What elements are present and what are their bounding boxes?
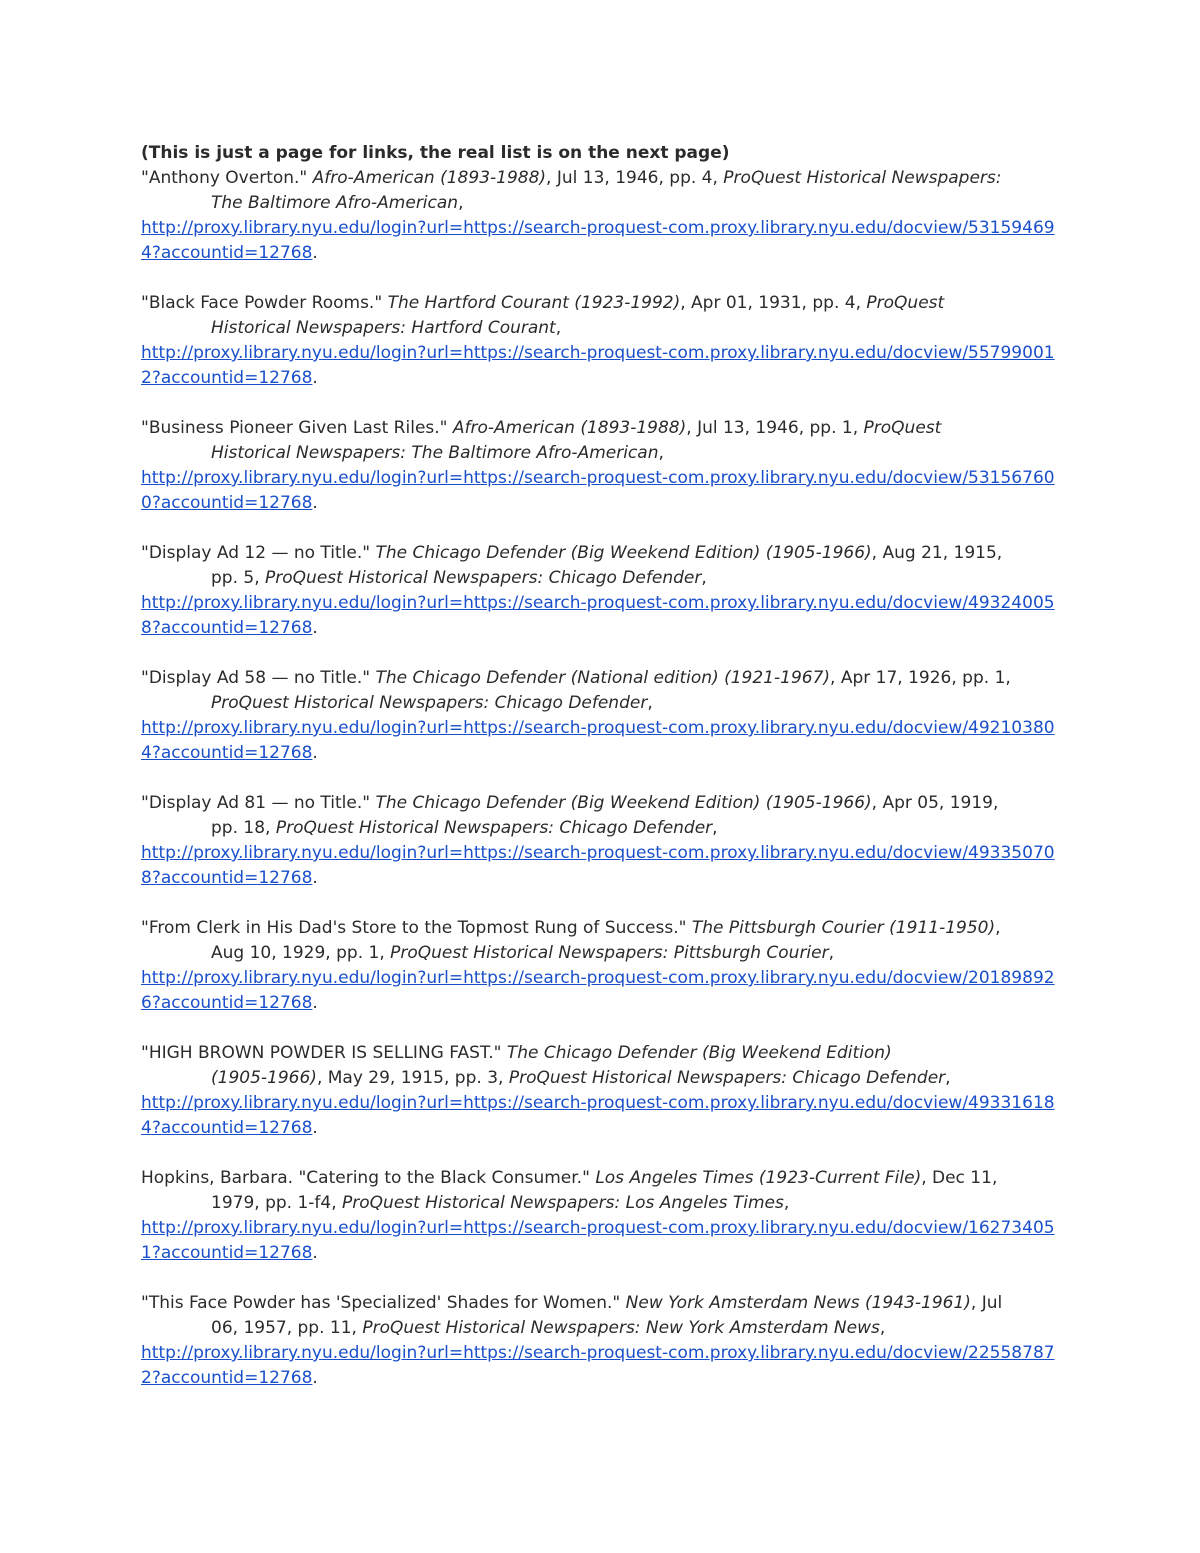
citation-entry xyxy=(141,291,1061,391)
citation-continuation xyxy=(141,566,1061,591)
citation-database: The Baltimore Afro-American xyxy=(211,193,459,213)
citation-first-line xyxy=(141,166,1061,191)
citation-database: ProQuest xyxy=(863,418,942,438)
citation-continuation xyxy=(141,191,1061,216)
citation-end-punct: . xyxy=(312,743,318,763)
citation-database: ProQuest Historical Newspapers: Chicago Defender xyxy=(211,693,648,713)
citation-continuation xyxy=(141,1066,1061,1091)
citation-pages: pp. 18, xyxy=(211,818,276,838)
citation-punct: , xyxy=(555,318,562,338)
citation-url-link[interactable]: http://proxy.library.nyu.edu/login?url=https://search-proquest-com.proxy.library.nyu.edu/docview/201898926?accountid=12768 xyxy=(141,968,1055,1013)
citation-source-years: (1905-1966) xyxy=(211,1068,317,1088)
citation-end-punct: . xyxy=(312,493,318,513)
citation-source: The Pittsburgh Courier (1911-1950) xyxy=(691,918,996,938)
citation-entry xyxy=(141,916,1061,1016)
citation-source: New York Amsterdam News (1943-1961) xyxy=(625,1293,971,1313)
citation-end-punct: . xyxy=(312,243,318,263)
citation-punct: , xyxy=(712,818,718,838)
citation-link-line xyxy=(141,716,1061,766)
document-page xyxy=(141,141,1061,1416)
citation-punct: , xyxy=(458,193,464,213)
citation-link-line xyxy=(141,1341,1061,1391)
citation-punct: , xyxy=(879,1318,886,1338)
citation-date: , Jul 13, 1946, pp. 4, xyxy=(546,168,724,188)
citation-link-line xyxy=(141,841,1061,891)
citation-source: Afro-American (1893-1988) xyxy=(452,418,687,438)
citation-pages: pp. 5, xyxy=(211,568,266,588)
citation-date: , Dec 11, xyxy=(921,1168,998,1188)
citation-date: , xyxy=(995,918,1001,938)
citation-end-punct: . xyxy=(312,368,318,388)
citation-database: ProQuest Historical Newspapers: Pittsburgh Courier xyxy=(390,943,829,963)
citation-title: "Display Ad 81 — no Title." xyxy=(141,793,376,813)
citation-continuation xyxy=(141,1191,1061,1216)
citation-pages: Aug 10, 1929, pp. 1, xyxy=(211,943,391,963)
citation-database: ProQuest Historical Newspapers: xyxy=(723,168,1002,188)
citation-continuation xyxy=(141,941,1061,966)
citation-entry xyxy=(141,1041,1061,1141)
citation-source: The Chicago Defender (Big Weekend Edition) (1905-1966) xyxy=(375,543,872,563)
citation-database: ProQuest Historical Newspapers: Los Angeles Times xyxy=(342,1193,784,1213)
citation-title: "Display Ad 12 — no Title." xyxy=(141,543,376,563)
citation-title: "Display Ad 58 — no Title." xyxy=(141,668,376,688)
citation-database: ProQuest Historical Newspapers: Chicago Defender xyxy=(508,1068,946,1088)
citation-url-link[interactable]: http://proxy.library.nyu.edu/login?url=https://search-proquest-com.proxy.library.nyu.edu/docview/531567600?accountid=12768 xyxy=(141,468,1055,513)
citation-first-line xyxy=(141,666,1061,691)
citation-continuation xyxy=(141,441,1061,466)
citation-source: Los Angeles Times (1923-Current File) xyxy=(595,1168,922,1188)
citation-url-link[interactable]: http://proxy.library.nyu.edu/login?url=https://search-proquest-com.proxy.library.nyu.edu/docview/493240058?accountid=12768 xyxy=(141,593,1055,638)
citation-url-link[interactable]: http://proxy.library.nyu.edu/login?url=https://search-proquest-com.proxy.library.nyu.edu/docview/225587872?accountid=12768 xyxy=(141,1343,1055,1388)
citation-end-punct: . xyxy=(312,1368,318,1388)
citation-continuation xyxy=(141,1316,1061,1341)
citation-date: , Apr 17, 1926, pp. 1, xyxy=(830,668,1011,688)
citation-url-link[interactable]: http://proxy.library.nyu.edu/login?url=https://search-proquest-com.proxy.library.nyu.edu/docview/492103804?accountid=12768 xyxy=(141,718,1055,763)
citation-link-line xyxy=(141,216,1061,266)
citation-end-punct: . xyxy=(312,1243,318,1263)
citation-continuation xyxy=(141,316,1061,341)
citation-date: , Jul 13, 1946, pp. 1, xyxy=(686,418,864,438)
citation-source: The Hartford Courant (1923-1992) xyxy=(387,293,681,313)
citation-punct: , xyxy=(647,693,653,713)
citation-entry xyxy=(141,166,1061,266)
citation-title: "Business Pioneer Given Last Riles." xyxy=(141,418,453,438)
citation-source: The Chicago Defender (Big Weekend Edition) xyxy=(506,1043,892,1063)
citation-first-line xyxy=(141,291,1061,316)
citation-end-punct: . xyxy=(312,1118,318,1138)
citation-first-line xyxy=(141,791,1061,816)
citation-entry xyxy=(141,791,1061,891)
citation-link-line xyxy=(141,466,1061,516)
citation-entry xyxy=(141,416,1061,516)
citation-continuation xyxy=(141,816,1061,841)
citation-title: "HIGH BROWN POWDER IS SELLING FAST." xyxy=(141,1043,507,1063)
citation-source: The Chicago Defender (Big Weekend Edition) (1905-1966) xyxy=(375,793,872,813)
citation-end-punct: . xyxy=(312,868,318,888)
citation-link-line xyxy=(141,341,1061,391)
citation-title: "This Face Powder has 'Specialized' Shades for Women." xyxy=(141,1293,626,1313)
citation-date: , Apr 05, 1919, xyxy=(871,793,999,813)
citation-punct: , xyxy=(658,443,664,463)
citation-url-link[interactable]: http://proxy.library.nyu.edu/login?url=https://search-proquest-com.proxy.library.nyu.edu/docview/162734051?accountid=12768 xyxy=(141,1218,1055,1263)
citation-title: Hopkins, Barbara. "Catering to the Black Consumer." xyxy=(141,1168,596,1188)
citation-first-line xyxy=(141,541,1061,566)
citation-first-line xyxy=(141,1291,1061,1316)
citation-punct: , xyxy=(828,943,835,963)
citation-source: The Chicago Defender (National edition) (1921-1967) xyxy=(375,668,831,688)
citation-link-line xyxy=(141,966,1061,1016)
citation-url-link[interactable]: http://proxy.library.nyu.edu/login?url=https://search-proquest-com.proxy.library.nyu.edu/docview/493316184?accountid=12768 xyxy=(141,1093,1055,1138)
citation-continuation xyxy=(141,691,1061,716)
citation-entry xyxy=(141,666,1061,766)
citation-title: "From Clerk in His Dad's Store to the Topmost Rung of Success." xyxy=(141,918,692,938)
citation-date: , Aug 21, 1915, xyxy=(871,543,1003,563)
page-heading: (This is just a page for links, the real list is on the next page) xyxy=(141,143,730,163)
citation-entry xyxy=(141,1291,1061,1391)
citation-link-line xyxy=(141,1091,1061,1141)
citation-end-punct: . xyxy=(312,993,318,1013)
citation-database: ProQuest xyxy=(866,293,945,313)
citation-first-line xyxy=(141,916,1061,941)
citation-entry xyxy=(141,1166,1061,1266)
citation-list xyxy=(141,166,1061,1391)
citation-database: ProQuest Historical Newspapers: New York Amsterdam News xyxy=(362,1318,880,1338)
citation-url-link[interactable]: http://proxy.library.nyu.edu/login?url=https://search-proquest-com.proxy.library.nyu.edu/docview/557990012?accountid=12768 xyxy=(141,343,1055,388)
citation-database: Historical Newspapers: Hartford Courant xyxy=(211,318,556,338)
citation-date: , Apr 01, 1931, pp. 4, xyxy=(680,293,867,313)
citation-pages: 06, 1957, pp. 11, xyxy=(211,1318,363,1338)
citation-punct: , xyxy=(701,568,707,588)
citation-url-link[interactable]: http://proxy.library.nyu.edu/login?url=https://search-proquest-com.proxy.library.nyu.edu/docview/493350708?accountid=12768 xyxy=(141,843,1055,888)
citation-punct: , xyxy=(783,1193,790,1213)
citation-database: ProQuest Historical Newspapers: Chicago Defender xyxy=(265,568,702,588)
citation-link-line xyxy=(141,1216,1061,1266)
citation-entry xyxy=(141,541,1061,641)
citation-pages: 1979, pp. 1-f4, xyxy=(211,1193,343,1213)
citation-database: ProQuest Historical Newspapers: Chicago Defender xyxy=(275,818,713,838)
citation-title: "Anthony Overton." xyxy=(141,168,313,188)
citation-end-punct: . xyxy=(312,618,318,638)
citation-source: Afro-American (1893-1988) xyxy=(312,168,547,188)
citation-first-line xyxy=(141,1166,1061,1191)
citation-date: , Jul xyxy=(970,1293,1003,1313)
citation-link-line xyxy=(141,591,1061,641)
citation-pages: , May 29, 1915, pp. 3, xyxy=(316,1068,509,1088)
citation-url-link[interactable]: http://proxy.library.nyu.edu/login?url=https://search-proquest-com.proxy.library.nyu.edu/docview/531594694?accountid=12768 xyxy=(141,218,1055,263)
citation-first-line xyxy=(141,416,1061,441)
citation-database: Historical Newspapers: The Baltimore Afro-American xyxy=(211,443,659,463)
citation-title: "Black Face Powder Rooms." xyxy=(141,293,388,313)
citation-first-line xyxy=(141,1041,1061,1066)
citation-punct: , xyxy=(945,1068,951,1088)
